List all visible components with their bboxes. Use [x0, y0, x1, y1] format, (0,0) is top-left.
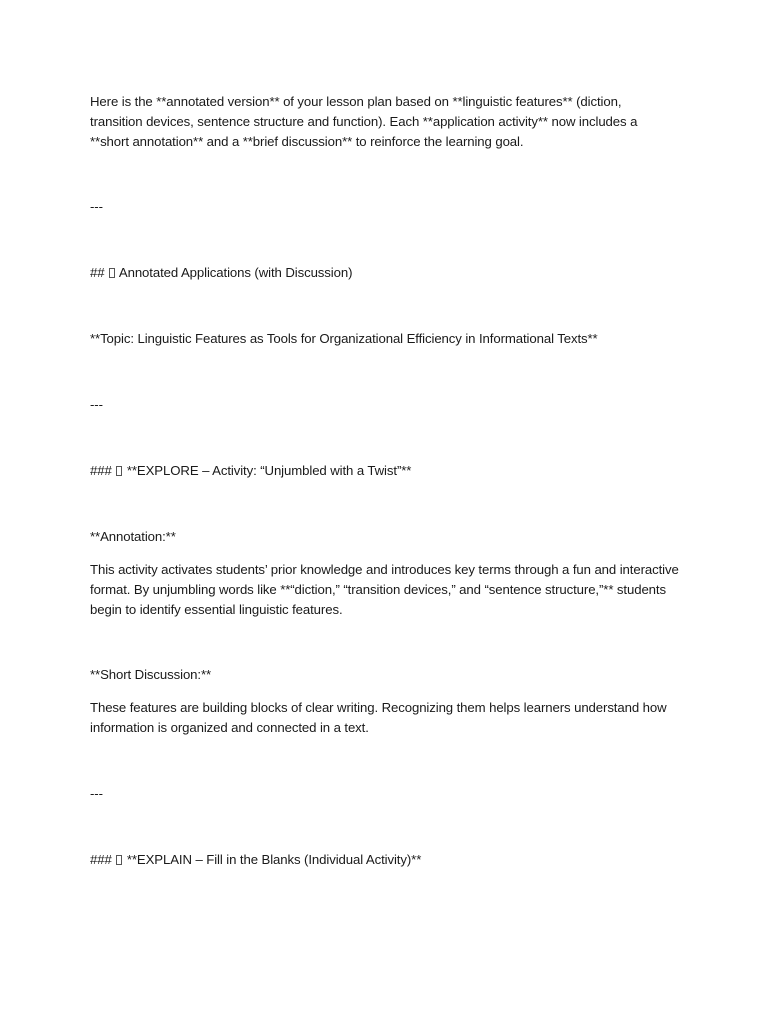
- heading-text: **EXPLAIN – Fill in the Blanks (Individual Activity)**: [123, 852, 422, 867]
- discussion-line-2: information is organized and connected in a text.: [90, 720, 369, 735]
- annotation-label: **Annotation:**: [90, 529, 176, 544]
- missing-glyph-icon: [116, 466, 122, 476]
- intro-line-2: transition devices, sentence structure and function). Each **application activity** now includes a: [90, 114, 638, 129]
- intro-line-1: Here is the **annotated version** of your lesson plan based on **linguistic features** (diction,: [90, 94, 622, 109]
- heading-hash: ##: [90, 265, 109, 280]
- annotation-line-3: begin to identify essential linguistic features.: [90, 602, 343, 617]
- annotation-line-1: This activity activates students’ prior knowledge and introduces key terms through a fun and interactive: [90, 562, 679, 577]
- missing-glyph-icon: [116, 855, 122, 865]
- heading-hash: ###: [90, 852, 116, 867]
- intro-line-3: **short annotation** and a **brief discussion** to reinforce the learning goal.: [90, 134, 524, 149]
- separator-1: ---: [90, 199, 103, 214]
- heading-text: **EXPLORE – Activity: “Unjumbled with a Twist”**: [123, 463, 412, 478]
- heading-hash: ###: [90, 463, 116, 478]
- discussion-label: **Short Discussion:**: [90, 667, 212, 682]
- heading-text: Annotated Applications (with Discussion): [116, 265, 353, 280]
- topic-line: **Topic: Linguistic Features as Tools for Organizational Efficiency in Informational Texts**: [90, 331, 598, 346]
- heading-explore: [90, 461, 690, 481]
- heading-explain: [90, 850, 690, 870]
- missing-glyph-icon: [109, 268, 115, 278]
- separator-3: ---: [90, 786, 103, 801]
- heading-annotated-applications: [90, 263, 690, 283]
- separator-2: ---: [90, 397, 103, 412]
- annotation-line-2: format. By unjumbling words like **“diction,” “transition devices,” and “sentence structure,”** students: [90, 582, 666, 597]
- discussion-line-1: These features are building blocks of clear writing. Recognizing them helps learners understand how: [90, 700, 667, 715]
